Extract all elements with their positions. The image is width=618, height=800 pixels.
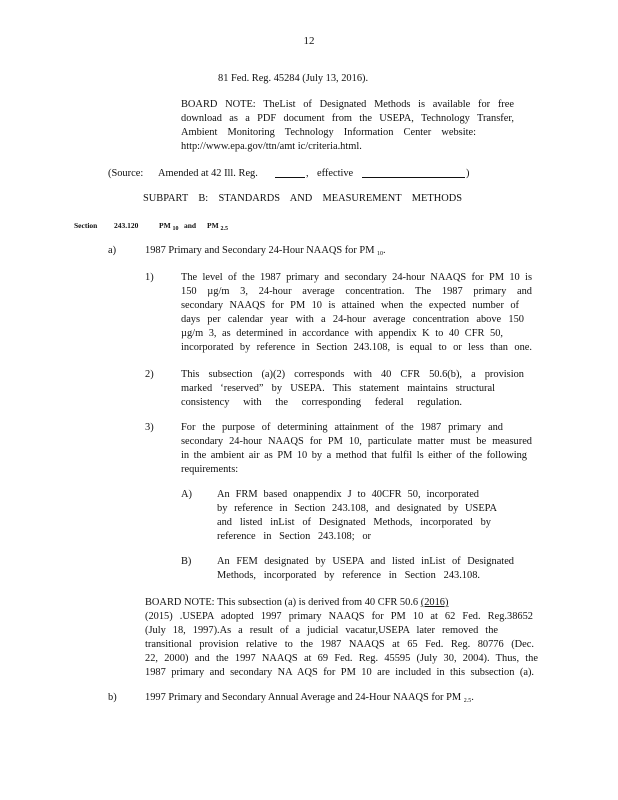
board-note-2-line1	[145, 596, 505, 610]
item-a3-line: secondary 24-hour NAAQS for PM 10, particulate matter must be measured	[181, 436, 532, 447]
item-a2-marker: 2)	[145, 369, 154, 380]
item-a3B-line: An FEM designated by USEPA and listed inList of Designated	[217, 556, 514, 567]
item-a3A-line: reference in Section 243.108; or	[217, 531, 371, 542]
board-note-2-line: (2015) .USEPA adopted 1997 primary NAAQS for PM 10 at 62 Fed. Reg.38652	[145, 611, 533, 622]
section-pm-text: PM	[159, 221, 171, 230]
item-a3-line: requirements:	[181, 464, 239, 475]
section-label: Section	[74, 221, 98, 230]
item-a-heading	[145, 244, 386, 259]
item-a1-marker: 1)	[145, 272, 154, 283]
section-number: 243.120	[114, 221, 139, 230]
item-a3-marker: 3)	[145, 422, 154, 433]
section-pm	[159, 219, 179, 234]
section-pm2-sub: 2.5	[220, 226, 229, 232]
register-page-blank	[275, 167, 305, 178]
item-a3A-line: An FRM based onappendix J to 40CFR 50, incorporated	[217, 489, 479, 500]
board-note-2-line1-underlined: (2016)	[420, 597, 449, 608]
item-a3B-line: Methods, incorporated by reference in Section 243.108.	[217, 570, 480, 581]
board-note-2-line1-text: BOARD NOTE: This subsection (a) is derived from 40 CFR 50.6	[145, 597, 419, 608]
item-a2-line: marked ‘reserved” by USEPA. This statement maintains structural	[181, 383, 495, 394]
item-b-heading	[145, 691, 474, 706]
item-a-text: 1987 Primary and Secondary 24-Hour NAAQS for PM	[145, 245, 375, 256]
item-a2-line: This subsection (a)(2) corresponds with 40 CFR 50.6(b), a provision	[181, 369, 524, 380]
item-a3A-marker: A)	[181, 489, 192, 500]
citation: 81 Fed. Reg. 45284 (July 13, 2016).	[218, 73, 369, 84]
item-b-sub: 2.5	[463, 698, 472, 704]
item-a3A-line: and listed inList of Designated Methods, incorporated by	[217, 517, 491, 528]
section-pm2-text: PM	[207, 221, 219, 230]
board-note-2-line: (July 18, 1997).As a result of a judicial vacatur,USEPA later removed the	[145, 625, 498, 636]
item-a1-line: The level of the 1987 primary and secondary 24-hour NAAQS for PM 10 is	[181, 272, 532, 283]
source-amended: Amended at 42 Ill. Reg.	[158, 168, 258, 179]
item-a1-line: incorporated by reference in Section 243.108, is equal to or less than one.	[181, 342, 532, 353]
item-a3B-marker: B)	[181, 556, 192, 567]
item-a-sub: 10	[377, 251, 384, 257]
item-b-text: 1997 Primary and Secondary Annual Average and 24-Hour NAAQS for PM	[145, 692, 462, 703]
item-a3-line: in the ambient air as PM 10 by a method that fulfil ls either of the following	[181, 450, 527, 461]
item-a3A-line: by reference in Section 243.108, and designated by USEPA	[217, 503, 497, 514]
board-note-1-line: BOARD NOTE: TheList of Designated Methods is available for free	[181, 99, 514, 110]
board-note-2-line: 22, 2000) and the 1997 NAAQS at 69 Fed. Reg. 45595 (July 30, 2004). Thus, the	[145, 653, 538, 664]
board-note-1-url[interactable]: http://www.epa.gov/ttn/amt ic/criteria.html.	[181, 141, 362, 152]
board-note-2-line: 1987 primary and secondary NA AQS for PM 10 are included in this subsection (a).	[145, 667, 534, 678]
item-a-end: .	[383, 245, 386, 256]
item-a1-line: µg/m 3, as determined in accordance with appendix K to 40 CFR 50,	[181, 328, 503, 339]
item-a1-line: secondary NAAQS for PM 10 is attained when the expected number of	[181, 300, 519, 311]
section-pm2	[207, 219, 228, 234]
item-a3-line: For the purpose of determining attainment of the 1987 primary and	[181, 422, 503, 433]
source-open: (Source:	[108, 168, 144, 179]
subpart-heading: SUBPART B: STANDARDS AND MEASUREMENT METHODS	[143, 193, 462, 204]
section-and: and	[184, 221, 197, 230]
source-comma: ,	[306, 168, 309, 179]
source-effective: effective	[317, 168, 354, 179]
source-close: )	[466, 168, 470, 179]
section-pm-sub: 10	[172, 226, 179, 232]
board-note-1-line: Ambient Monitoring Technology Information Center website:	[181, 127, 476, 138]
board-note-1-line: download as a PDF document from the USEPA, Technology Transfer,	[181, 113, 514, 124]
item-a2-line: consistency with the corresponding federal regulation.	[181, 397, 462, 408]
item-a-marker: a)	[108, 245, 117, 256]
effective-date-blank	[362, 167, 465, 178]
item-b-end: .	[471, 692, 474, 703]
item-a1-line: 150 µg/m 3, 24-hour average concentration. The 1987 primary and	[181, 286, 532, 297]
item-a1-line: days per calendar year with a 24-hour average concentration above 150	[181, 314, 524, 325]
item-b-marker: b)	[108, 692, 117, 703]
board-note-2-line: transitional provision relative to the 1987 NAAQS at 65 Fed. Reg. 80776 (Dec.	[145, 639, 534, 650]
page-number: 12	[303, 35, 315, 47]
